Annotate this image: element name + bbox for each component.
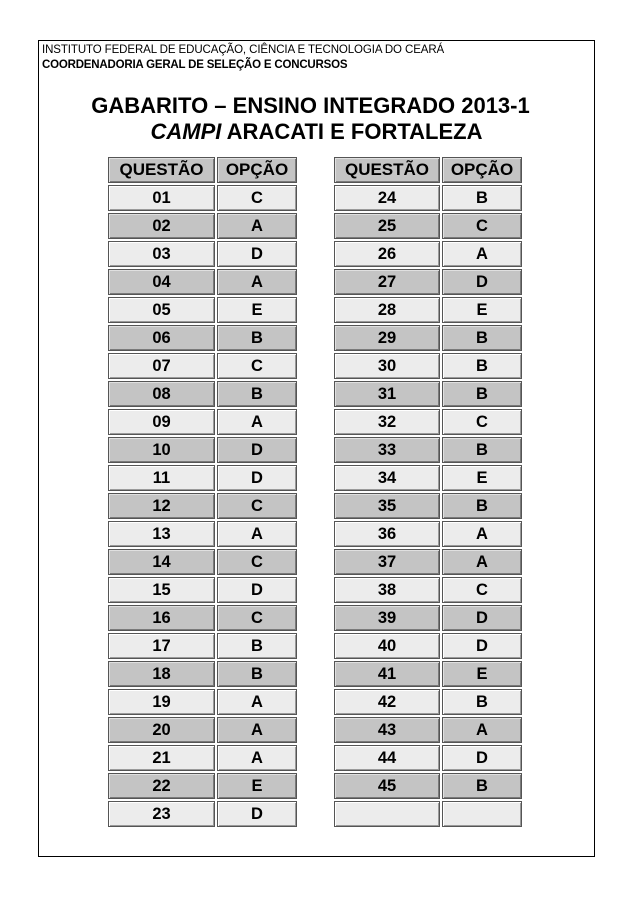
institution-name: INSTITUTO FEDERAL DE EDUCAÇÃO, CIÊNCIA E TECNOLOGIA DO CEARÁ — [42, 44, 445, 56]
answer-option: D — [217, 241, 297, 267]
answer-option: E — [217, 297, 297, 323]
question-number: 14 — [108, 549, 215, 575]
question-number: 32 — [334, 409, 440, 435]
answer-option: C — [217, 353, 297, 379]
answer-option: B — [442, 689, 522, 715]
question-number: 05 — [108, 297, 215, 323]
question-number: 34 — [334, 465, 440, 491]
subtitle-campi: CAMPI — [150, 119, 222, 144]
header-question: QUESTÃO — [108, 157, 215, 183]
answer-option: C — [442, 213, 522, 239]
question-number: 35 — [334, 493, 440, 519]
answer-option: E — [442, 297, 522, 323]
answer-option: A — [442, 521, 522, 547]
answer-option: C — [442, 577, 522, 603]
question-number: 33 — [334, 437, 440, 463]
question-number: 45 — [334, 773, 440, 799]
answer-option: A — [217, 213, 297, 239]
answer-option: A — [217, 409, 297, 435]
answer-option — [442, 801, 522, 827]
answer-option: C — [442, 409, 522, 435]
question-number: 42 — [334, 689, 440, 715]
coordination-name: COORDENADORIA GERAL DE SELEÇÃO E CONCURSOS — [42, 59, 348, 71]
question-number: 23 — [108, 801, 215, 827]
answer-option: A — [217, 521, 297, 547]
answer-option: D — [217, 801, 297, 827]
answer-option: A — [217, 745, 297, 771]
answer-option: B — [442, 493, 522, 519]
question-number: 11 — [108, 465, 215, 491]
answer-option: D — [217, 465, 297, 491]
question-number: 13 — [108, 521, 215, 547]
answer-option: D — [442, 269, 522, 295]
answer-option: A — [442, 241, 522, 267]
question-number: 36 — [334, 521, 440, 547]
question-number: 21 — [108, 745, 215, 771]
answer-option: C — [217, 493, 297, 519]
answer-option: B — [217, 325, 297, 351]
question-number: 43 — [334, 717, 440, 743]
question-number: 04 — [108, 269, 215, 295]
header-option: OPÇÃO — [442, 157, 522, 183]
question-number: 15 — [108, 577, 215, 603]
answer-option: C — [217, 185, 297, 211]
answer-option: B — [442, 773, 522, 799]
question-number: 39 — [334, 605, 440, 631]
question-number — [334, 801, 440, 827]
answer-option: B — [217, 381, 297, 407]
answer-option: D — [442, 605, 522, 631]
answer-option: D — [217, 577, 297, 603]
question-number: 20 — [108, 717, 215, 743]
question-number: 44 — [334, 745, 440, 771]
answer-option: D — [217, 437, 297, 463]
question-number: 08 — [108, 381, 215, 407]
question-number: 40 — [334, 633, 440, 659]
question-number: 30 — [334, 353, 440, 379]
document-frame — [38, 40, 595, 857]
answer-option: D — [442, 745, 522, 771]
question-number: 25 — [334, 213, 440, 239]
question-number: 10 — [108, 437, 215, 463]
answer-key-tables — [39, 157, 594, 847]
answer-option: B — [217, 633, 297, 659]
subtitle-rest: ARACATI E FORTALEZA — [221, 119, 483, 144]
answer-option: B — [442, 381, 522, 407]
answer-option: B — [217, 661, 297, 687]
header-question: QUESTÃO — [334, 157, 440, 183]
question-number: 16 — [108, 605, 215, 631]
header-option: OPÇÃO — [217, 157, 297, 183]
question-number: 37 — [334, 549, 440, 575]
answer-option: B — [442, 353, 522, 379]
question-number: 06 — [108, 325, 215, 351]
answer-option: E — [442, 661, 522, 687]
answer-option: B — [442, 437, 522, 463]
question-number: 07 — [108, 353, 215, 379]
question-number: 22 — [108, 773, 215, 799]
question-number: 03 — [108, 241, 215, 267]
answer-option: A — [217, 689, 297, 715]
question-number: 27 — [334, 269, 440, 295]
question-number: 26 — [334, 241, 440, 267]
answer-option: B — [442, 185, 522, 211]
question-number: 09 — [108, 409, 215, 435]
answer-option: C — [217, 549, 297, 575]
question-number: 02 — [108, 213, 215, 239]
answer-option: E — [442, 465, 522, 491]
question-number: 41 — [334, 661, 440, 687]
question-number: 17 — [108, 633, 215, 659]
answer-option: A — [217, 269, 297, 295]
answer-option: B — [442, 325, 522, 351]
question-number: 38 — [334, 577, 440, 603]
question-number: 29 — [334, 325, 440, 351]
title-line1: GABARITO – ENSINO INTEGRADO 2013-1 — [91, 93, 530, 118]
question-number: 24 — [334, 185, 440, 211]
page-subtitle — [39, 119, 594, 145]
question-number: 31 — [334, 381, 440, 407]
answer-option: A — [217, 717, 297, 743]
question-number: 19 — [108, 689, 215, 715]
question-number: 12 — [108, 493, 215, 519]
answer-option: A — [442, 549, 522, 575]
answer-option: E — [217, 773, 297, 799]
question-number: 28 — [334, 297, 440, 323]
answer-option: C — [217, 605, 297, 631]
page-title — [33, 93, 588, 119]
question-number: 01 — [108, 185, 215, 211]
question-number: 18 — [108, 661, 215, 687]
answer-option: A — [442, 717, 522, 743]
answer-option: D — [442, 633, 522, 659]
